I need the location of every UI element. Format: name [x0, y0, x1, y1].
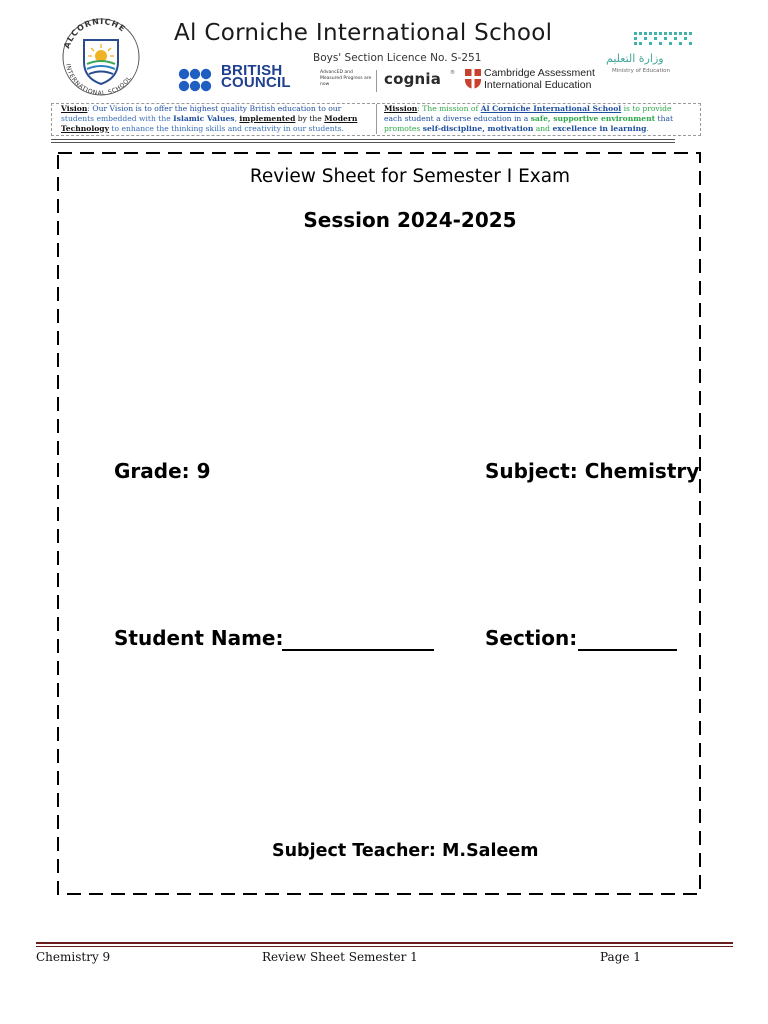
british-council-text: BRITISH COUNCIL [221, 62, 291, 91]
cover-dashed-frame [57, 152, 701, 895]
ministry-english-name: Ministry of Education [612, 68, 671, 74]
review-sheet-title: Review Sheet for Semester I Exam [249, 166, 571, 187]
mission-line-1-end: is to provide [621, 104, 672, 113]
logo-text-top: ALCORNICHE [62, 16, 128, 50]
vision-statement [61, 104, 357, 134]
student-name-label: Student Name: [114, 626, 284, 650]
section-label: Section: [485, 626, 578, 650]
header-rule-1 [51, 139, 675, 140]
subject-teacher: Subject Teacher: M.Saleem [272, 841, 539, 861]
student-name-blank[interactable] [282, 649, 434, 651]
cambridge-line-1: Cambridge Assessment [484, 67, 595, 79]
cambridge-line-2: International Education [484, 79, 592, 91]
logo-divider [376, 70, 377, 92]
cambridge-shield-icon [464, 68, 482, 90]
footer-doc-title: Review Sheet Semester 1 [262, 950, 418, 964]
vision-implemented: implemented [239, 114, 296, 123]
licence-number: Boys' Section Licence No. S-251 [313, 52, 482, 64]
mission-line-2-end: that [655, 114, 674, 123]
mission-period: . [646, 124, 649, 133]
british-council-wordmark [221, 62, 311, 91]
cognia-logo: cognia [384, 70, 442, 88]
vision-line-2: students embedded with the [61, 114, 174, 123]
mission-line-1: : The mission of [417, 104, 481, 113]
logo-text-bottom: INTERNATIONAL SCHOOL [64, 63, 134, 98]
vision-islamic-values: Islamic Values [173, 114, 235, 123]
mission-excellence: excellence in learning [552, 124, 647, 133]
footer-course: Chemistry 9 [36, 950, 111, 964]
section-blank[interactable] [578, 649, 677, 651]
school-logo-emblem [56, 16, 146, 98]
header-rule-2 [51, 142, 675, 143]
mission-label: Mission [384, 104, 418, 113]
vision-label: Vision [61, 104, 88, 113]
mission-safe-env: safe, supportive environment [530, 114, 656, 123]
vision-by-the: by the [295, 114, 325, 123]
vision-line-3: to enhance the thinking skills and creativity in our students. [109, 124, 344, 133]
trademark-mark: ® [450, 70, 455, 76]
mission-line-2: each student a diverse education in a [384, 114, 531, 123]
school-name: Al Corniche International School [174, 20, 553, 46]
mission-and: and [533, 124, 553, 133]
advanced-note: AdvancED and Measured Progress are now [320, 70, 372, 87]
mission-school-name: Al Corniche International School [480, 104, 622, 113]
ministry-arabic-name: وزارة التعليم [606, 52, 664, 65]
footer-rule-1 [36, 942, 733, 944]
grade-label: Grade: 9 [114, 459, 211, 483]
footer-page-number: Page 1 [600, 950, 641, 964]
mission-statement [384, 104, 673, 134]
vision-modern: Modern [324, 114, 358, 123]
subject-label: Subject: Chemistry [485, 459, 700, 483]
session-year: Session 2024-2025 [303, 208, 517, 232]
mission-line-3: promotes [384, 124, 423, 133]
vision-comma: , [234, 114, 240, 123]
footer-rule-2 [36, 946, 733, 947]
mission-self-discipline: self-discipline, motivation [422, 124, 534, 133]
cambridge-wordmark [484, 67, 595, 91]
vision-mission-divider [376, 104, 377, 134]
vision-technology: Technology [61, 124, 110, 133]
vision-line-1: : Our Vision is to offer the highest quality British education to our [87, 104, 342, 113]
